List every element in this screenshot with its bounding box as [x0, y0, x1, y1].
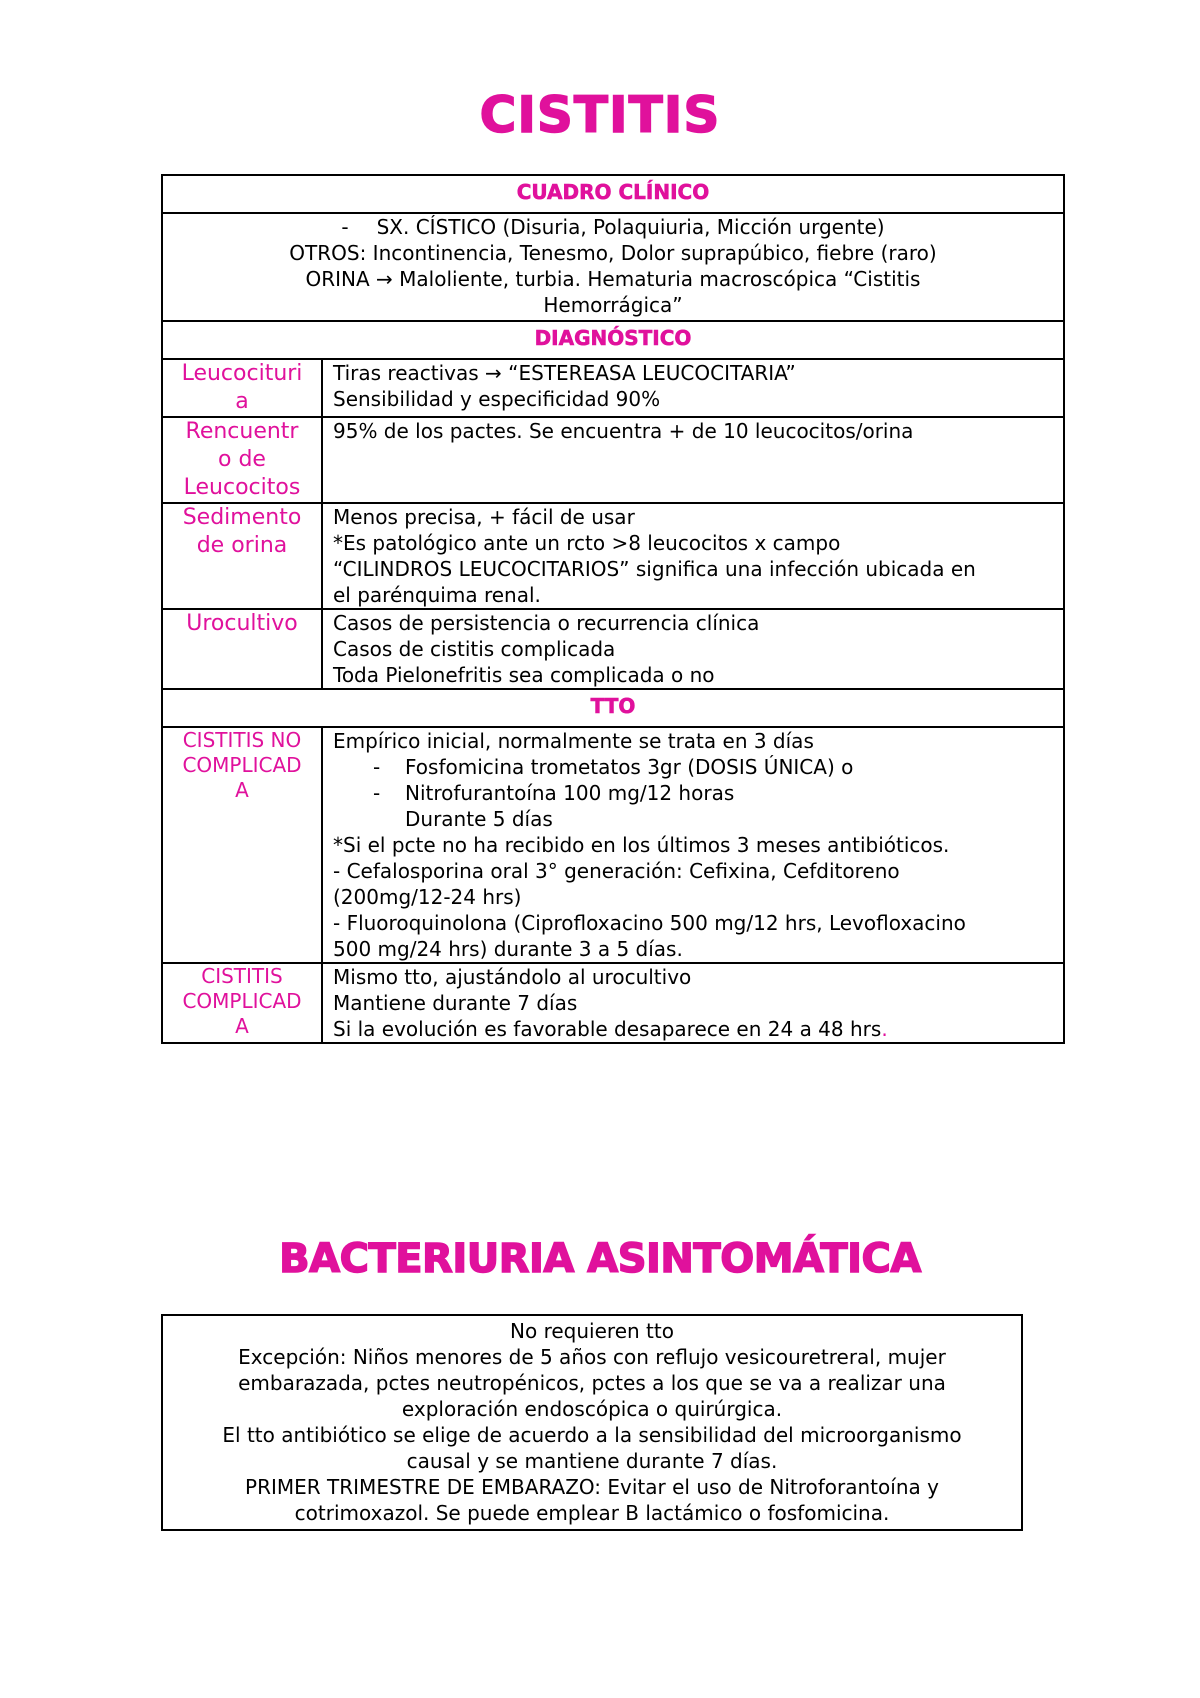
row-content: Tiras reactivas → “ESTEREASA LEUCOCITARIA” Sensibilidad y especificidad 90%	[322, 359, 1064, 417]
diagnostico-row	[162, 359, 1064, 417]
cistitis-table	[161, 174, 1065, 1044]
cuadro-line: - SX. CÍSTICO (Disuria, Polaquiuria, Micción urgente)	[341, 215, 885, 239]
tto-row-no-complicada	[162, 727, 1064, 963]
row-content: Empírico inicial, normalmente se trata en 3 días - Fosfomicina trometatos 3gr (DOSIS ÚNICA) o - Nitrofurantoína 100 mg/12 horas Durante 5 días *Si el pcte no ha recibido en los últimos 3 meses antibióticos. - Cefalosporina oral 3° generación: Cefixina, Cefditoreno (200mg/12-24 hrs) - Fluoroquinolona (Ciprofloxacino 500 mg/12 hrs, Levofloxacino 500 mg/24 hrs) durante 3 a 5 días.	[322, 727, 1064, 963]
row-label: CISTITIS COMPLICAD A	[162, 963, 322, 1043]
diagnostico-row	[162, 417, 1064, 503]
cuadro-line: OTROS: Incontinencia, Tenesmo, Dolor suprapúbico, fiebre (raro)	[289, 241, 937, 265]
tto-header-row	[162, 689, 1064, 727]
cuadro-line: Hemorrágica”	[543, 293, 683, 317]
row-label: Sedimento de orina	[162, 503, 322, 609]
bacteriuria-line: cotrimoxazol. Se puede emplear B lactámico o fosfomicina.	[294, 1501, 890, 1525]
cuadro-body-row	[162, 213, 1064, 321]
bacteriuria-line: Excepción: Niños menores de 5 años con reflujo vesicouretreral, mujer	[238, 1345, 946, 1369]
diagnostico-row	[162, 609, 1064, 689]
row-label: CISTITIS NO COMPLICAD A	[162, 727, 322, 963]
section-title-bacteriuria: BACTERIURIA ASINTOMÁTICA	[279, 1236, 921, 1282]
row-label: Rencuentr o de Leucocitos	[162, 417, 322, 503]
bacteriuria-line: embarazada, pctes neutropénicos, pctes a los que se va a realizar una	[238, 1371, 946, 1395]
tto-row-complicada	[162, 963, 1064, 1043]
page-title: CISTITIS	[479, 86, 721, 144]
bacteriuria-line: No requieren tto	[510, 1319, 674, 1343]
cuadro-header-row	[162, 175, 1064, 213]
bacteriuria-line: El tto antibiótico se elige de acuerdo a la sensibilidad del microorganismo	[222, 1423, 962, 1447]
row-content: 95% de los pactes. Se encuentra + de 10 leucocitos/orina	[322, 417, 1064, 503]
cuadro-header: CUADRO CLÍNICO	[162, 175, 1064, 213]
bacteriuria-line: exploración endoscópica o quirúrgica.	[401, 1397, 783, 1421]
diagnostico-header-row	[162, 321, 1064, 359]
row-content: Casos de persistencia o recurrencia clínica Casos de cistitis complicada Toda Pielonefritis sea complicada o no	[322, 609, 1064, 689]
bacteriuria-line: causal y se mantiene durante 7 días.	[406, 1449, 778, 1473]
bacteriuria-line: PRIMER TRIMESTRE DE EMBARAZO: Evitar el uso de Nitroforantoína y	[245, 1475, 939, 1499]
tto-header: TTO	[162, 689, 1064, 727]
cuadro-body	[162, 213, 1064, 321]
bacteriuria-box	[161, 1314, 1023, 1531]
row-content: Menos precisa, + fácil de usar *Es patológico ante un rcto >8 leucocitos x campo “CILINDROS LEUCOCITARIOS” significa una infección ubicada en el parénquima renal.	[322, 503, 1064, 609]
row-content: Mismo tto, ajustándolo al urocultivo Mantiene durante 7 días Si la evolución es favorable desaparece en 24 a 48 hrs.	[322, 963, 1064, 1043]
diagnostico-row	[162, 503, 1064, 609]
row-label: Leucocituri a	[162, 359, 322, 417]
diagnostico-header: DIAGNÓSTICO	[162, 321, 1064, 359]
row-label: Urocultivo	[162, 609, 322, 689]
cuadro-line: ORINA → Maloliente, turbia. Hematuria macroscópica “Cistitis	[305, 267, 921, 291]
